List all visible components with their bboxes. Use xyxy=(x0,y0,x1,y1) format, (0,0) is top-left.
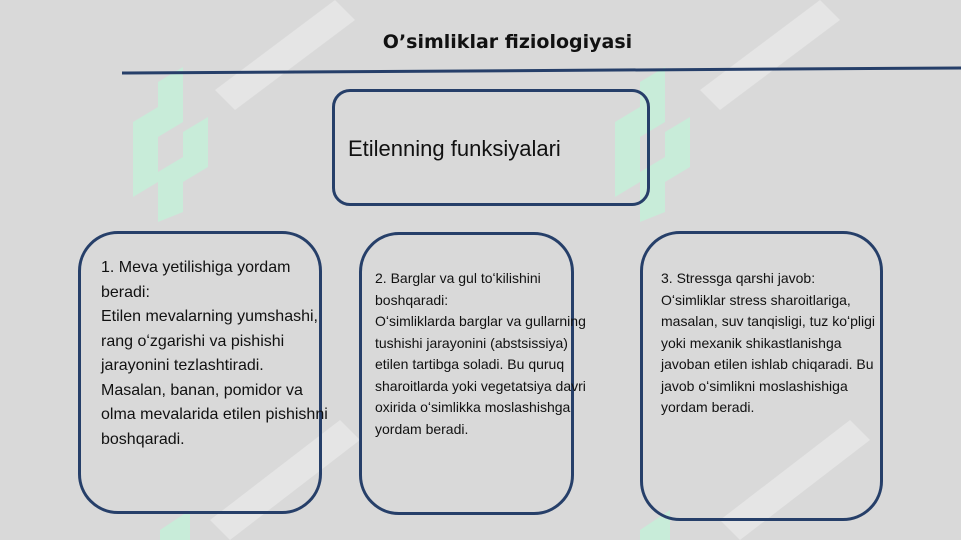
slide-title: O’simliklar fiziologiyasi xyxy=(382,31,633,53)
main-topic-label: Etilenning funksiyalari xyxy=(348,136,561,161)
title-divider xyxy=(0,0,961,80)
main-topic-box xyxy=(332,89,650,206)
function-card-2-text: 2. Barglar va gul toʻkilishini boshqaradi: Oʻsimliklarda barglar va gullarning tushishi jarayonini (abstsissiya) etilen tartibga soladi. Bu quruq sharoitlarda yoki vegetatsiya davri oxirida oʻsimlikka moslashishga yordam beradi. xyxy=(375,270,586,437)
function-card-1-text: 1. Meva yetilishiga yordam beradi: Etilen mevalarning yumshashi, rang oʻzgarishi va pishishi jarayonini tezlashtiradi. Masalan, banan, pomidor va olma mevalarida etilen pishishni boshqaradi. xyxy=(101,259,328,448)
function-card-3-text: 3. Stressga qarshi javob: Oʻsimliklar stress sharoitlariga, masalan, suv tanqisligi, tuz koʻpligi yoki mexanik shikastlanishga javoban etilen ishlab chiqaradi. Bu javob oʻsimlikni moslashishiga yordam beradi. xyxy=(661,270,875,415)
